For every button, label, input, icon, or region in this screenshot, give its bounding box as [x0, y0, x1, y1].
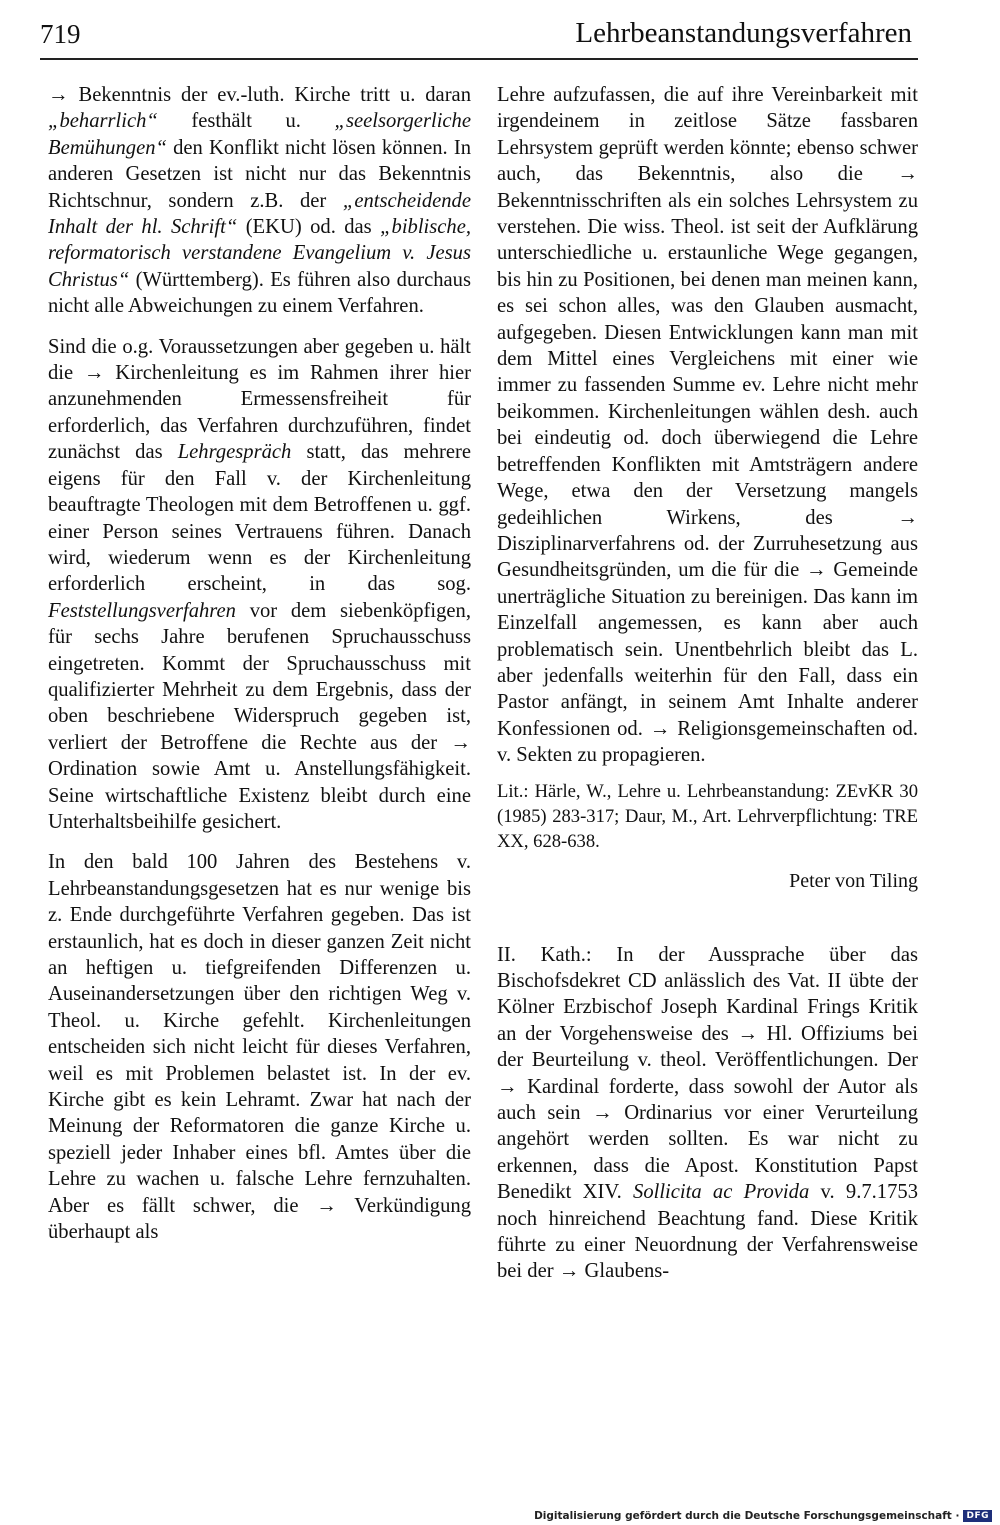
author-name: Peter von Tiling: [789, 869, 918, 892]
literature-reference: Lit.: Härle, W., Lehre u. Lehrbeanstandung: ZEvKR 30 (1985) 283-317; Daur, M., Art. Lehrverpflichtung: TRE XX, 628-638.: [497, 780, 918, 852]
left-column: [48, 82, 471, 1259]
digitization-footer: [534, 1510, 992, 1522]
left-paragraph-1: → Bekenntnis der ev.-luth. Kirche tritt u. daran „beharrlich“ festhält u. „seelsorgerliche Bemühungen“ den Konflikt nicht lösen können. In anderen Gesetzen ist nicht nur das Bekenntnis Richtschnur, sondern z.B. der „entscheidende Inhalt der hl. Schrift“ (EKU) od. das „biblische, reformatorisch verstandene Evangelium v. Jesus Christus“ (Württemberg). Es führen also durchaus nicht alle Abweichungen zu einem Verfahren.: [48, 84, 472, 318]
page-number: 719: [40, 19, 81, 49]
left-paragraph-2: Sind die o.g. Voraussetzungen aber gegeben u. hält die → Kirchenleitung es im Rahmen ihrer hier anzunehmenden Ermessensfreiheit für erforderlich, das Verfahren durchzuführen, findet zunächst das Lehrgespräch statt, das mehrere eigens für den Fall v. der Kirchenleitung beauftragte Theologen mit dem Betroffenen u. ggf. einer Person seines Vertrauens führen. Danach wird, wiederum wenn es der Kirchenleitung erforderlich erscheint, in das sog. Feststellungsverfahren vor dem siebenköpfigen, für sechs Jahre berufenen Spruchausschuss eingetreten. Kommt der Spruchausschuss mit qualifizierter Mehrheit zu dem Ergebnis, dass der oben beschriebene Widerspruch gegeben ist, verliert der Betroffene die Rechte aus der → Ordination sowie Amt u. Anstellungsfähigkeit. Seine wirtschaftliche Existenz bleibt durch eine Unterhaltsbeihilfe gesichert.: [48, 335, 472, 833]
dfg-logo: DFG: [963, 1510, 992, 1522]
header-rule: [40, 58, 918, 60]
running-head: Lehrbeanstandungsverfahren: [575, 17, 912, 49]
right-column: [497, 82, 918, 1299]
right-paragraph-2: II. Kath.: In der Aussprache über das Bischofsdekret CD anlässlich des Vat. II übte der Kölner Erzbischof Joseph Kardinal Frings Kritik an der Vorgehensweise des → Hl. Offiziums bei der Beurteilung v. theol. Veröffentlichungen. Der → Kardinal forderte, dass sowohl der Autor als auch sein → Ordinarius vor einer Verurteilung angehört werden sollten. Es war nicht zu erkennen, dass die Apost. Konstitution Papst Benedikt XIV. Sollicita ac Provida v. 9.7.1753 noch hinreichend Beachtung fand. Diese Kritik führte zu einer Neuordnung der Verfahrensweise bei der → Glaubens-: [497, 943, 918, 1283]
left-paragraph-3: In den bald 100 Jahren des Bestehens v. Lehrbeanstandungsgesetzen hat es nur wenige bis z. Ende durchgeführte Verfahren gegeben. Das ist erstaunlich, hat es doch in dieser ganzen Zeit nicht an heftigen u. tiefgreifenden Differenzen u. Auseinandersetzungen über den richtigen Weg v. Theol. u. Kirche gefehlt. Kirchenleitungen entscheiden sich nicht leicht für dieses Verfahren, weil es mit Problemen belastet ist. In der ev. Kirche gibt es kein Lehramt. Zwar hat nach der Meinung der Reformatoren die ganze Kirche u. speziell jeder Inhaber eines bfl. Amtes über die Lehre zu wachen u. falsche Lehre fernzuhalten. Aber es fällt schwer, die → Verkündigung überhaupt als: [48, 851, 471, 1244]
right-paragraph-1: Lehre aufzufassen, die auf ihre Vereinbarkeit mit irgendeinem in zeitlose Sätze fassbaren Lehrsystem geprüft werden könnte; ebenso schwer auch, das Bekenntnis, also die → Bekenntnisschriften als ein solches Lehrsystem zu verstehen. Die wiss. Theol. ist seit der Aufklärung unterschiedliche u. erstaunliche Wege gegangen, bis hin zu Positionen, bei denen man meinen kann, es sei schon alles, was den Glauben ausmacht, aufgegeben. Diesen Entwicklungen kann man mit dem Mittel eines Vergleichens mit einer wie immer zu fassenden Summe ev. Lehre nicht mehr beikommen. Kirchenleitungen wählen desh. auch bei eindeutig od. doch überwiegend die Lehre betreffenden Konflikten mit Amtsträgern andere Wege, etwa den der Versetzung mangels gedeihlichen Wirkens, des → Disziplinarverfahrens od. der Zurruhesetzung aus Gesundheitsgründen, um die für die → Gemeinde unerträgliche Situation zu bereinigen. Das kann im Einzelfall angemessen, es kann aber auch problematisch sein. Unentbehrlich bleibt das L. aber jedenfalls weiterhin für den Fall, dass ein Pastor anfängt, in seinem Amt Inhalte anderer Konfessionen od. → Religionsgemeinschaften od. v. Sekten zu propagieren.: [497, 84, 918, 767]
footer-text: Digitalisierung gefördert durch die Deutsche Forschungsgemeinschaft ·: [534, 1510, 960, 1522]
